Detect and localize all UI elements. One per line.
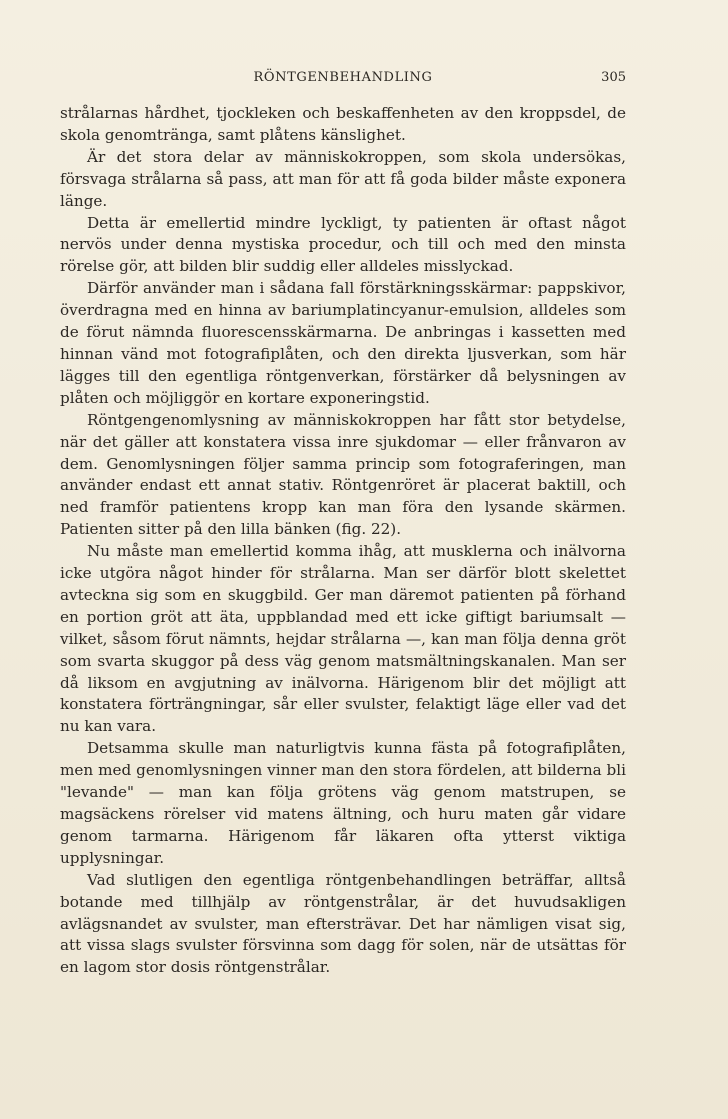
- paragraph: Nu måste man emellertid komma ihåg, att musklerna och inälvorna icke utgöra något hinder för strålarna. Man ser därför blott skelettet avteckna sig som en skuggbild. Ger man däremot patienten på förhand en portion gröt att äta, uppblandad med ett icke giftigt bariumsalt — vilket, såsom förut nämnts, hejdar strålarna —, kan man följa denna gröt som svarta skuggor på dess väg genom matsmältningskanalen. Man ser då liksom en avgjutning av inälvorna. Härigenom blir det möjligt att konstatera förträngningar, sår eller svulster, felaktigt läge eller vad det nu kan vara.: [60, 542, 626, 736]
- paragraph: Vad slutligen den egentliga röntgenbehandlingen beträffar, alltså botande med tillhjälp av röntgenstrålar, är det huvudsakligen avlägsnandet av svulster, man eftersträvar. Det har nämligen visat sig, att vissa slags svulster försvinna som dagg för solen, när de utsättas för en lagom stor dosis röntgenstrålar.: [60, 870, 626, 977]
- paragraph: Röntgengenomlysning av människokroppen har fått stor betydelse, när det gäller att konstatera vissa inre sjukdomar — eller frånvaron av dem. Genomlysningen följer samma princip som fotograferingen, man använder endast ett annat stativ. Röntgenröret är placerat baktill, och ned framför patientens kropp kan man föra den lysande skärmen. Patienten sitter på den lilla bänken (fig. 22).: [60, 410, 626, 539]
- body-text: [60, 103, 626, 979]
- paragraph: Detta är emellertid mindre lyckligt, ty patienten är oftast något nervös under denna mystiska procedur, och till och med den minsta rörelse gör, att bilden blir suddig eller alldeles misslyckad.: [60, 213, 626, 276]
- paragraph: Detsamma skulle man naturligtvis kunna fästa på fotografiplåten, men med genomlysningen vinner man den stora fördelen, att bilderna bli "levande" — man kan följa grötens väg genom matstrupen, se magsäckens rörelser vid matens ältning, och huru maten går vidare genom tarmarna. Härigenom får läkaren ofta ytterst viktiga upplysningar.: [60, 739, 626, 867]
- running-head: RÖNTGENBEHANDLING: [253, 70, 433, 85]
- page-header: [60, 70, 626, 90]
- paragraph: Därför använder man i sådana fall förstärkningsskärmar: pappskivor, överdragna med en hinna av bariumplatincyanur-emulsion, alldeles som de förut nämnda fluorescensskärmarna. De anbringas i kassetten med hinnan vänd mot fotografiplåten, och den direkta ljusverkan, som här lägges till den egentliga röntgenverkan, förstärker då belysningen av plåten och möjliggör en kortare exponeringstid.: [60, 279, 626, 407]
- page-number: 305: [601, 70, 626, 85]
- paragraph-continued: strålarnas hårdhet, tjockleken och beskaffenheten av den kroppsdel, de skola genomtränga, samt plåtens känslighet.: [60, 104, 626, 144]
- paragraph: Är det stora delar av människokroppen, som skola undersökas, försvaga strålarna så pass, att man för att få goda bilder måste exponera länge.: [60, 147, 626, 210]
